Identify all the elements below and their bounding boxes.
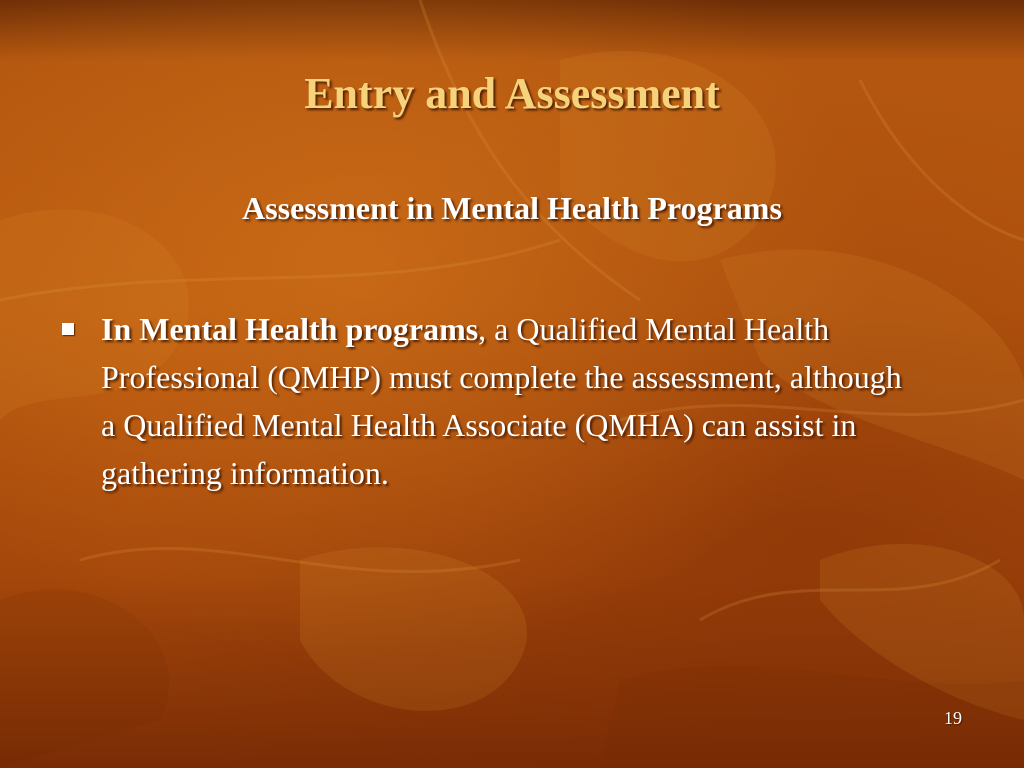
bullet-list (62, 305, 922, 497)
bullet-bold-text: In Mental Health programs (101, 311, 479, 347)
bullet-body-text: , a Qualified Mental Health Professional (QMHP) must complete the assessment, although a Qualified Mental Health Associate (QMHA) can assist in gathering information. (101, 311, 902, 491)
square-bullet-icon (62, 323, 74, 335)
slide-number: 19 (944, 708, 962, 728)
bullet-item (62, 305, 922, 497)
slide-subtitle: Assessment in Mental Health Programs (242, 190, 782, 226)
slide-title: Entry and Assessment (304, 69, 720, 118)
